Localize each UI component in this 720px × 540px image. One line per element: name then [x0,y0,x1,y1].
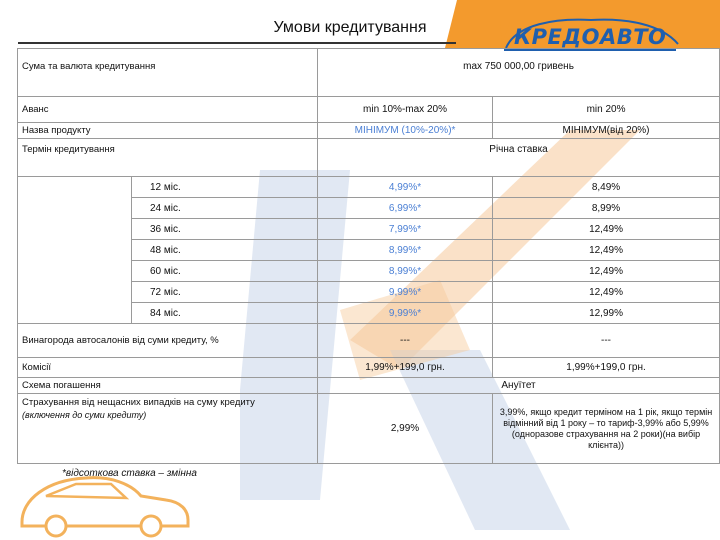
rate-value-1: 7,99%* [318,219,493,240]
insurance-value-1: 2,99% [318,394,493,464]
advance-value-2: min 20% [493,97,720,123]
insurance-label: Страхування від нещасних випадків на суму кредиту [22,397,255,408]
table-row-reward [18,324,720,358]
table-row [18,219,720,240]
product-label: Назва продукту [18,123,318,139]
insurance-sublabel: (включення до суми кредиту) [22,410,147,420]
amount-value: max 750 000,00 гривень [318,49,720,97]
advance-label: Аванс [18,97,318,123]
table-row [18,198,720,219]
term-value: 24 міс. [132,198,318,219]
rate-value-2: 8,99% [493,198,720,219]
rate-value-2: 12,99% [493,303,720,324]
footnote: *відсоткова ставка – змінна [62,468,197,479]
rate-value-2: 12,49% [493,219,720,240]
rate-value-1: 6,99%* [318,198,493,219]
term-value: 12 міс. [132,177,318,198]
commission-label: Комісії [18,358,318,378]
rate-value-1: 9,99%* [318,303,493,324]
term-value: 36 міс. [132,219,318,240]
rate-value-1: 4,99%* [318,177,493,198]
rate-value-2: 12,49% [493,261,720,282]
table-row-insurance [18,394,720,464]
rate-value-1: 8,99%* [318,261,493,282]
repayment-value: Ануїтет [318,378,720,394]
header-underline [18,42,456,44]
insurance-label-cell [18,394,318,464]
reward-value-2: --- [493,324,720,358]
table-row [18,261,720,282]
rate-value-1: 9,99%* [318,282,493,303]
page-title: Умови кредитування [273,19,427,36]
table-row-term-header [18,139,720,177]
term-value: 48 міс. [132,240,318,261]
repayment-label: Схема погашення [18,378,318,394]
insurance-value-2: 3,99%, якщо кредит терміном на 1 рік, якщо термін відмінний від 1 року – то тариф-3,99% або 5,99%(одноразове страхування на 2 роки)(на вибір клієнта)) [493,394,720,464]
commission-value-1: 1,99%+199,0 грн. [318,358,493,378]
rate-value-2: 12,49% [493,240,720,261]
rate-value-1: 8,99%* [318,240,493,261]
table-row-commission [18,358,720,378]
reward-value-1: --- [318,324,493,358]
rate-value-2: 8,49% [493,177,720,198]
commission-value-2: 1,99%+199,0 грн. [493,358,720,378]
rate-header-label: Річна ставка [318,139,720,177]
table-row-repayment [18,378,720,394]
amount-label: Сума та валюта кредитування [18,49,318,97]
reward-label: Винагорода автосалонів від суми кредиту, % [18,324,318,358]
rate-value-2: 12,49% [493,282,720,303]
table-row [18,282,720,303]
term-header-label: Термін кредитування [18,139,318,177]
term-value: 60 міс. [132,261,318,282]
product-value-2: МІНІМУМ(від 20%) [493,123,720,139]
credit-terms-table [17,48,720,464]
advance-value-1: min 10%-max 20% [318,97,493,123]
table-row [18,303,720,324]
car-sketch-icon [16,470,216,538]
table-row [18,240,720,261]
term-value: 84 міс. [132,303,318,324]
table-row [18,177,720,198]
product-value-1: МІНІМУМ (10%-20%)* [318,123,493,139]
table-row-product [18,123,720,139]
table-row-amount [18,49,720,97]
logo-wordmark: КРЕДОАВТО [514,25,667,49]
table-row-advance [18,97,720,123]
term-value: 72 міс. [132,282,318,303]
